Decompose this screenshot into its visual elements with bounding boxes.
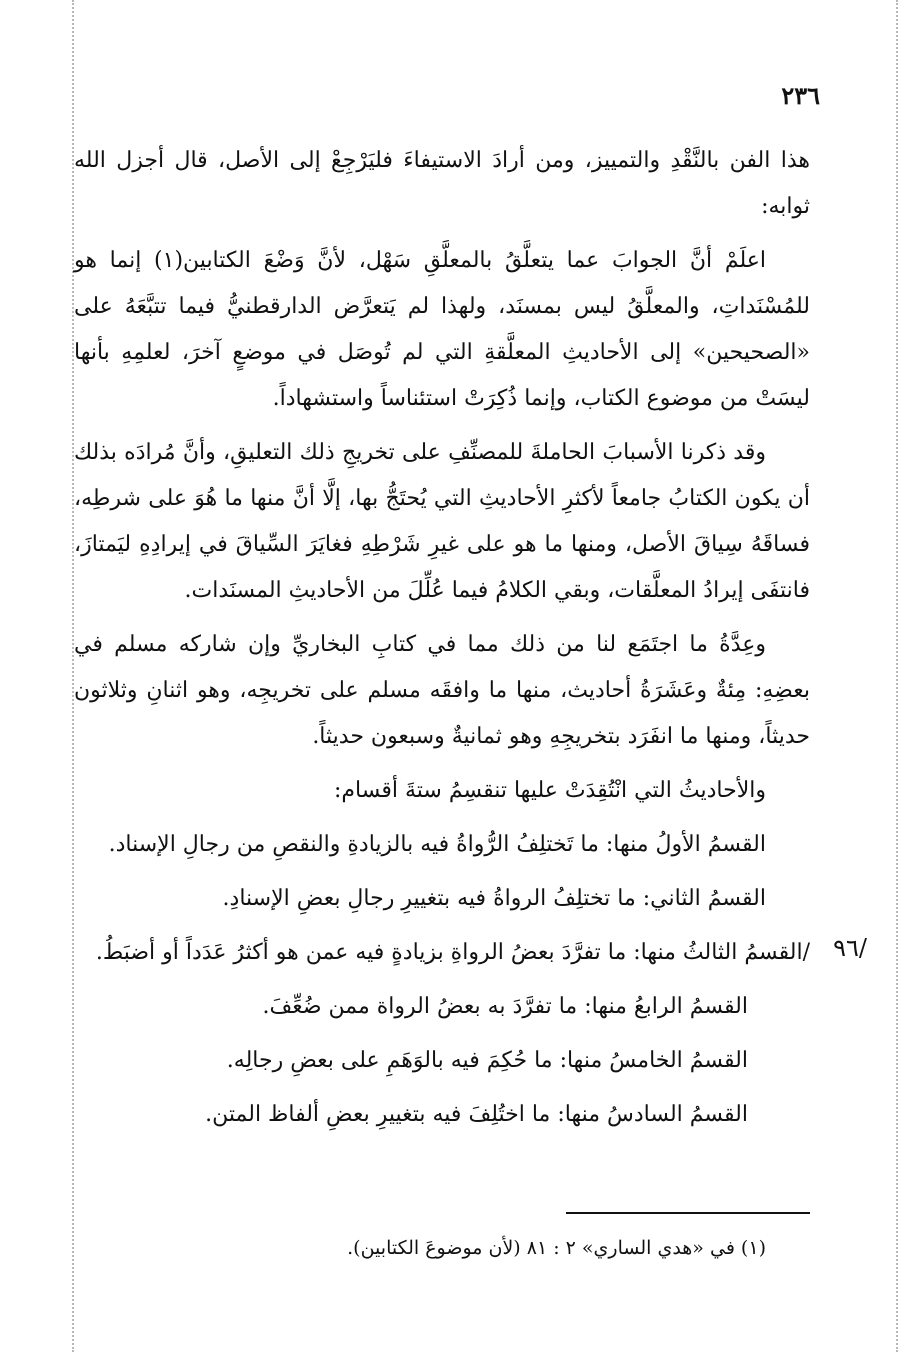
footnote-separator: [566, 1212, 810, 1214]
page-number: ٢٣٦: [781, 81, 820, 110]
paragraph-5: والأحاديثُ التي انْتُقِدَتْ عليها تنقسِمُ ستةَ أقسام:: [333, 778, 766, 803]
main-text: [74, 138, 810, 1146]
margin-page-reference: /٩٦: [833, 934, 867, 962]
section-3: /القسمُ الثالثُ منها: ما تفرَّدَ بعضُ الرواةِ بزيادةٍ فيه عمن هو أكثرُ عَدَداً أو أضبَطُ.: [95, 940, 810, 965]
section-6: القسمُ السادسُ منها: ما اختُلِفَ فيه بتغييرِ بعضِ ألفاظ المتن.: [205, 1102, 748, 1127]
section-2: القسمُ الثاني: ما تختلِفُ الرواةُ فيه بتغييرِ رجالِ بعضِ الإسنادِ.: [222, 886, 766, 911]
paragraph-2: اعلَمْ أنَّ الجوابَ عما يتعلَّقُ بالمعلَّقِ سَهْل، لأنَّ وَضْعَ الكتابين(١) إنما هو للمُسْنَداتِ، والمعلَّقُ ليس بمسنَد، ولهذا لم يَتعرَّض الدارقطنيُّ فيما تتبَّعَهُ على «الصحيحين» إلى الأحاديثِ المعلَّقةِ التي لم تُوصَل في موضعٍ آخرَ، لعلمِهِ بأنها ليسَتْ من موضوع الكتاب، وإنما ذُكِرَتْ استئناساً واستشهاداً.: [74, 248, 810, 411]
section-5: القسمُ الخامسُ منها: ما حُكِمَ فيه بالوَهَمِ على بعضِ رجالِه.: [226, 1048, 748, 1073]
paragraph-4: وعِدَّةُ ما اجتَمَع لنا من ذلك مما في كتابِ البخاريِّ وإن شاركه مسلم في بعضِهِ: مِئةٌ وعَشَرَةُ أحاديث، منها ما وافقَه مسلم على تخريجِه، وهو اثنانِ وثلاثون حديثاً، ومنها ما انفَرَد بتخريجِهِ وهو ثمانيةٌ وسبعون حديثاً.: [74, 632, 810, 749]
footnote: (١) في «هدي الساري» ٢ : ٨١ (لأن موضوعَ الكتابين).: [347, 1237, 766, 1259]
paragraph-1: هذا الفن بالنَّقْدِ والتمييز، ومن أرادَ الاستيفاءَ فليَرْجِعْ إلى الأصل، قال أجزل الله ثوابه:: [74, 148, 810, 219]
paragraph-3: وقد ذكرنا الأسبابَ الحاملةَ للمصنِّفِ على تخريجِ ذلك التعليقِ، وأنَّ مُرادَه بذلك أن يكون الكتابُ جامعاً لأكثرِ الأحاديثِ التي يُحتَجُّ بها، إلَّا أنَّ منها ما هُوَ على شرطِه، فساقَهُ سِياقَ الأصل، ومنها ما هو على غيرِ شَرْطِهِ فغايَرَ السِّياقَ في إيرادِهِ ليَمتازَ، فانتفَى إيرادُ المعلَّقات، وبقي الكلامُ فيما عُلِّلَ من الأحاديثِ المسنَدات.: [74, 440, 810, 603]
section-1: القسمُ الأولُ منها: ما تَختلِفُ الرُّواةُ فيه بالزيادةِ والنقصِ من رجالِ الإسناد.: [108, 832, 766, 857]
right-margin-dotted-line: [896, 0, 898, 1352]
section-4: القسمُ الرابعُ منها: ما تفرَّدَ به بعضُ الرواة ممن ضُعِّفَ.: [262, 994, 748, 1019]
